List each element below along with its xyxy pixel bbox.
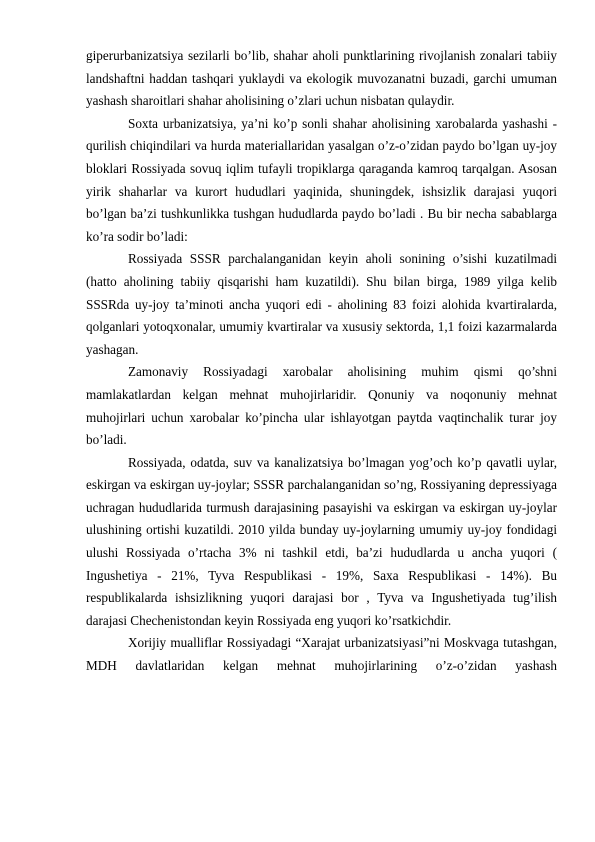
paragraph-3: Rossiyada SSSR parchalanganidan keyin aholi sonining o’sishi kuzatilmadi (hatto aholining tabiiy qisqarishi ham kuzatildi). Shu bilan birga, 1989 yilga kelib SSSRda uy-joy ta’minoti ancha yuqori edi - aholining 83 foizi alohida kvartiralarda, qolganlari yotoqxonalar, umumiy kvartiralar va xususiy sektorda, 1,1 foizi kazarmalarda yashagan. bbox=[86, 251, 557, 357]
paragraph-2: Soxta urbanizatsiya, ya’ni ko’p sonli shahar aholisining xarobalarda yashashi - qurilish chiqindilari va hurda materiallaridan yasalgan o’z-o’zidan paydo bo’lgan uy-joy bloklari Rossiyada sovuq iqlim tufayli tropiklarga qaraganda kamroq tarqalgan. Asosan yirik shaharlar va kurort hududlari yaqinida, shuningdek, ishsizlik darajasi yuqori bo’lgan ba’zi tushkunlikka tushgan hududlarda paydo bo’ladi . Bu bir necha sabablarga ko’ra sodir bo’ladi: bbox=[86, 115, 557, 244]
document-page bbox=[86, 45, 557, 678]
paragraph-4: Zamonaviy Rossiyadagi xarobalar aholisining muhim qismi qo’shni mamlakatlardan kelgan mehnat muhojirlaridir. Qonuniy va noqonuniy mehnat muhojirlari uchun xarobalar ko’pincha ular ishlayotgan paytda vaqtinchalik turar joy bo’ladi. bbox=[86, 364, 557, 448]
paragraph-6: Xorijiy mualliflar Rossiyadagi “Xarajat urbanizatsiyasi”ni Moskvaga tutashgan, MDH davlatlaridan kelgan mehnat muhojirlarining o’z-o’zidan yashash bbox=[86, 635, 557, 674]
paragraph-1: giperurbanizatsiya sezilarli bo’lib, shahar aholi punktlarining rivojlanish zonalari tabiiy landshaftni haddan tashqari yuklaydi va ekologik muvozanatni buzadi, garchi umuman yashash sharoitlari shahar aholisining o’zlari uchun nisbatan qulaydir. bbox=[86, 48, 557, 109]
paragraph-5: Rossiyada, odatda, suv va kanalizatsiya bo’lmagan yog’och ko’p qavatli uylar, eskirgan va eskirgan uy-joylar; SSSR parchalanganidan so’ng, Rossiyaning depressiyaga uchragan hududlarida turmush darajasining pasayishi va eskirgan va eskirgan uy-joylar ulushining ortishi kuzatildi. 2010 yilda bunday uy-joylarning umumiy uy-joy fondidagi ulushi Rossiyada o’rtacha 3% ni tashkil etdi, ba’zi hududlarda u ancha yuqori ( Ingushetiya - 21%, Tyva Respublikasi - 19%, Saxa Respublikasi - 14%). Bu respublikalarda ishsizlikning yuqori darajasi bor , Tyva va Ingushetiyada tug’ilish darajasi Chechenistondan keyin Rossiyada eng yuqori ko’rsatkichdir. bbox=[86, 454, 557, 628]
